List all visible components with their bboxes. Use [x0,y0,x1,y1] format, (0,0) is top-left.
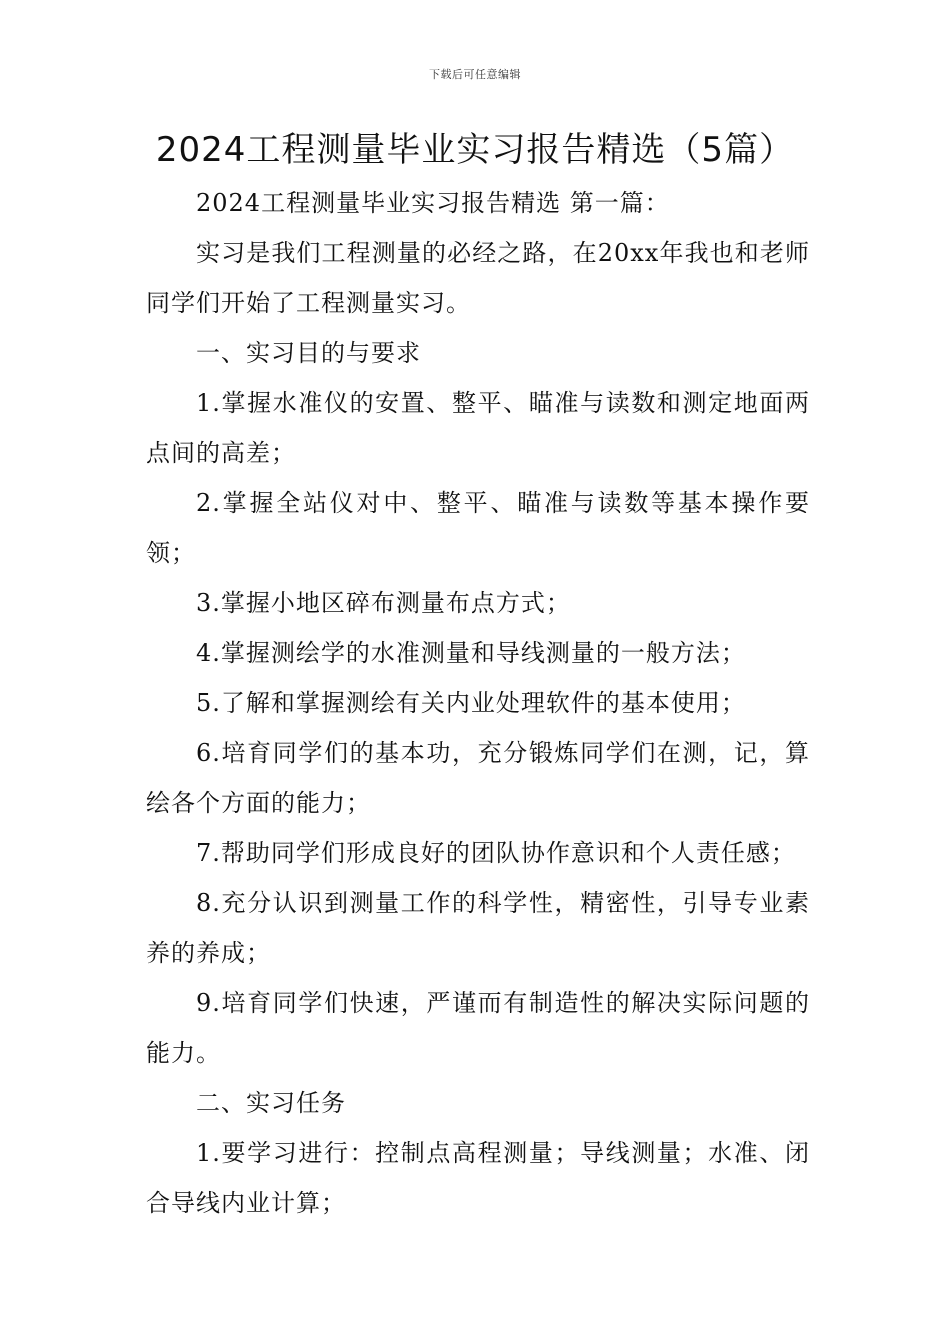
goal-item-6: 6.培育同学们的基本功，充分锻炼同学们在测，记，算绘各个方面的能力； [146,739,810,817]
goal-item-3: 3.掌握小地区碎布测量布点方式； [196,589,571,617]
goal-item-4: 4.掌握测绘学的水准测量和导线测量的一般方法； [196,639,746,667]
intro-paragraph: 实习是我们工程测量的必经之路，在20xx年我也和老师同学们开始了工程测量实习。 [146,239,810,317]
document-title: 2024工程测量毕业实习报告精选（5篇） [155,130,795,170]
task-item-1: 1.要学习进行：控制点高程测量；导线测量；水准、闭合导线内业计算； [146,1139,810,1217]
section-heading-tasks: 二、实习任务 [196,1089,346,1117]
goal-item-2: 2.掌握全站仪对中、整平、瞄准与读数等基本操作要领； [146,489,810,567]
header-note: 下载后可任意编辑 [429,68,521,81]
goal-item-9: 9.培育同学们快速，严谨而有制造性的解决实际问题的能力。 [146,989,810,1067]
goal-item-7: 7.帮助同学们形成良好的团队协作意识和个人责任感； [196,839,796,867]
goal-item-1: 1.掌握水准仪的安置、整平、瞄准与读数和测定地面两点间的高差； [146,389,810,467]
goal-item-8: 8.充分认识到测量工作的科学性，精密性，引导专业素养的养成； [146,889,810,967]
section-heading-goals: 一、实习目的与要求 [196,339,421,367]
goal-item-5: 5.了解和掌握测绘有关内业处理软件的基本使用； [196,689,746,717]
section-heading-part-one: 2024工程测量毕业实习报告精选 第一篇： [196,189,670,217]
document-body [146,178,810,1228]
